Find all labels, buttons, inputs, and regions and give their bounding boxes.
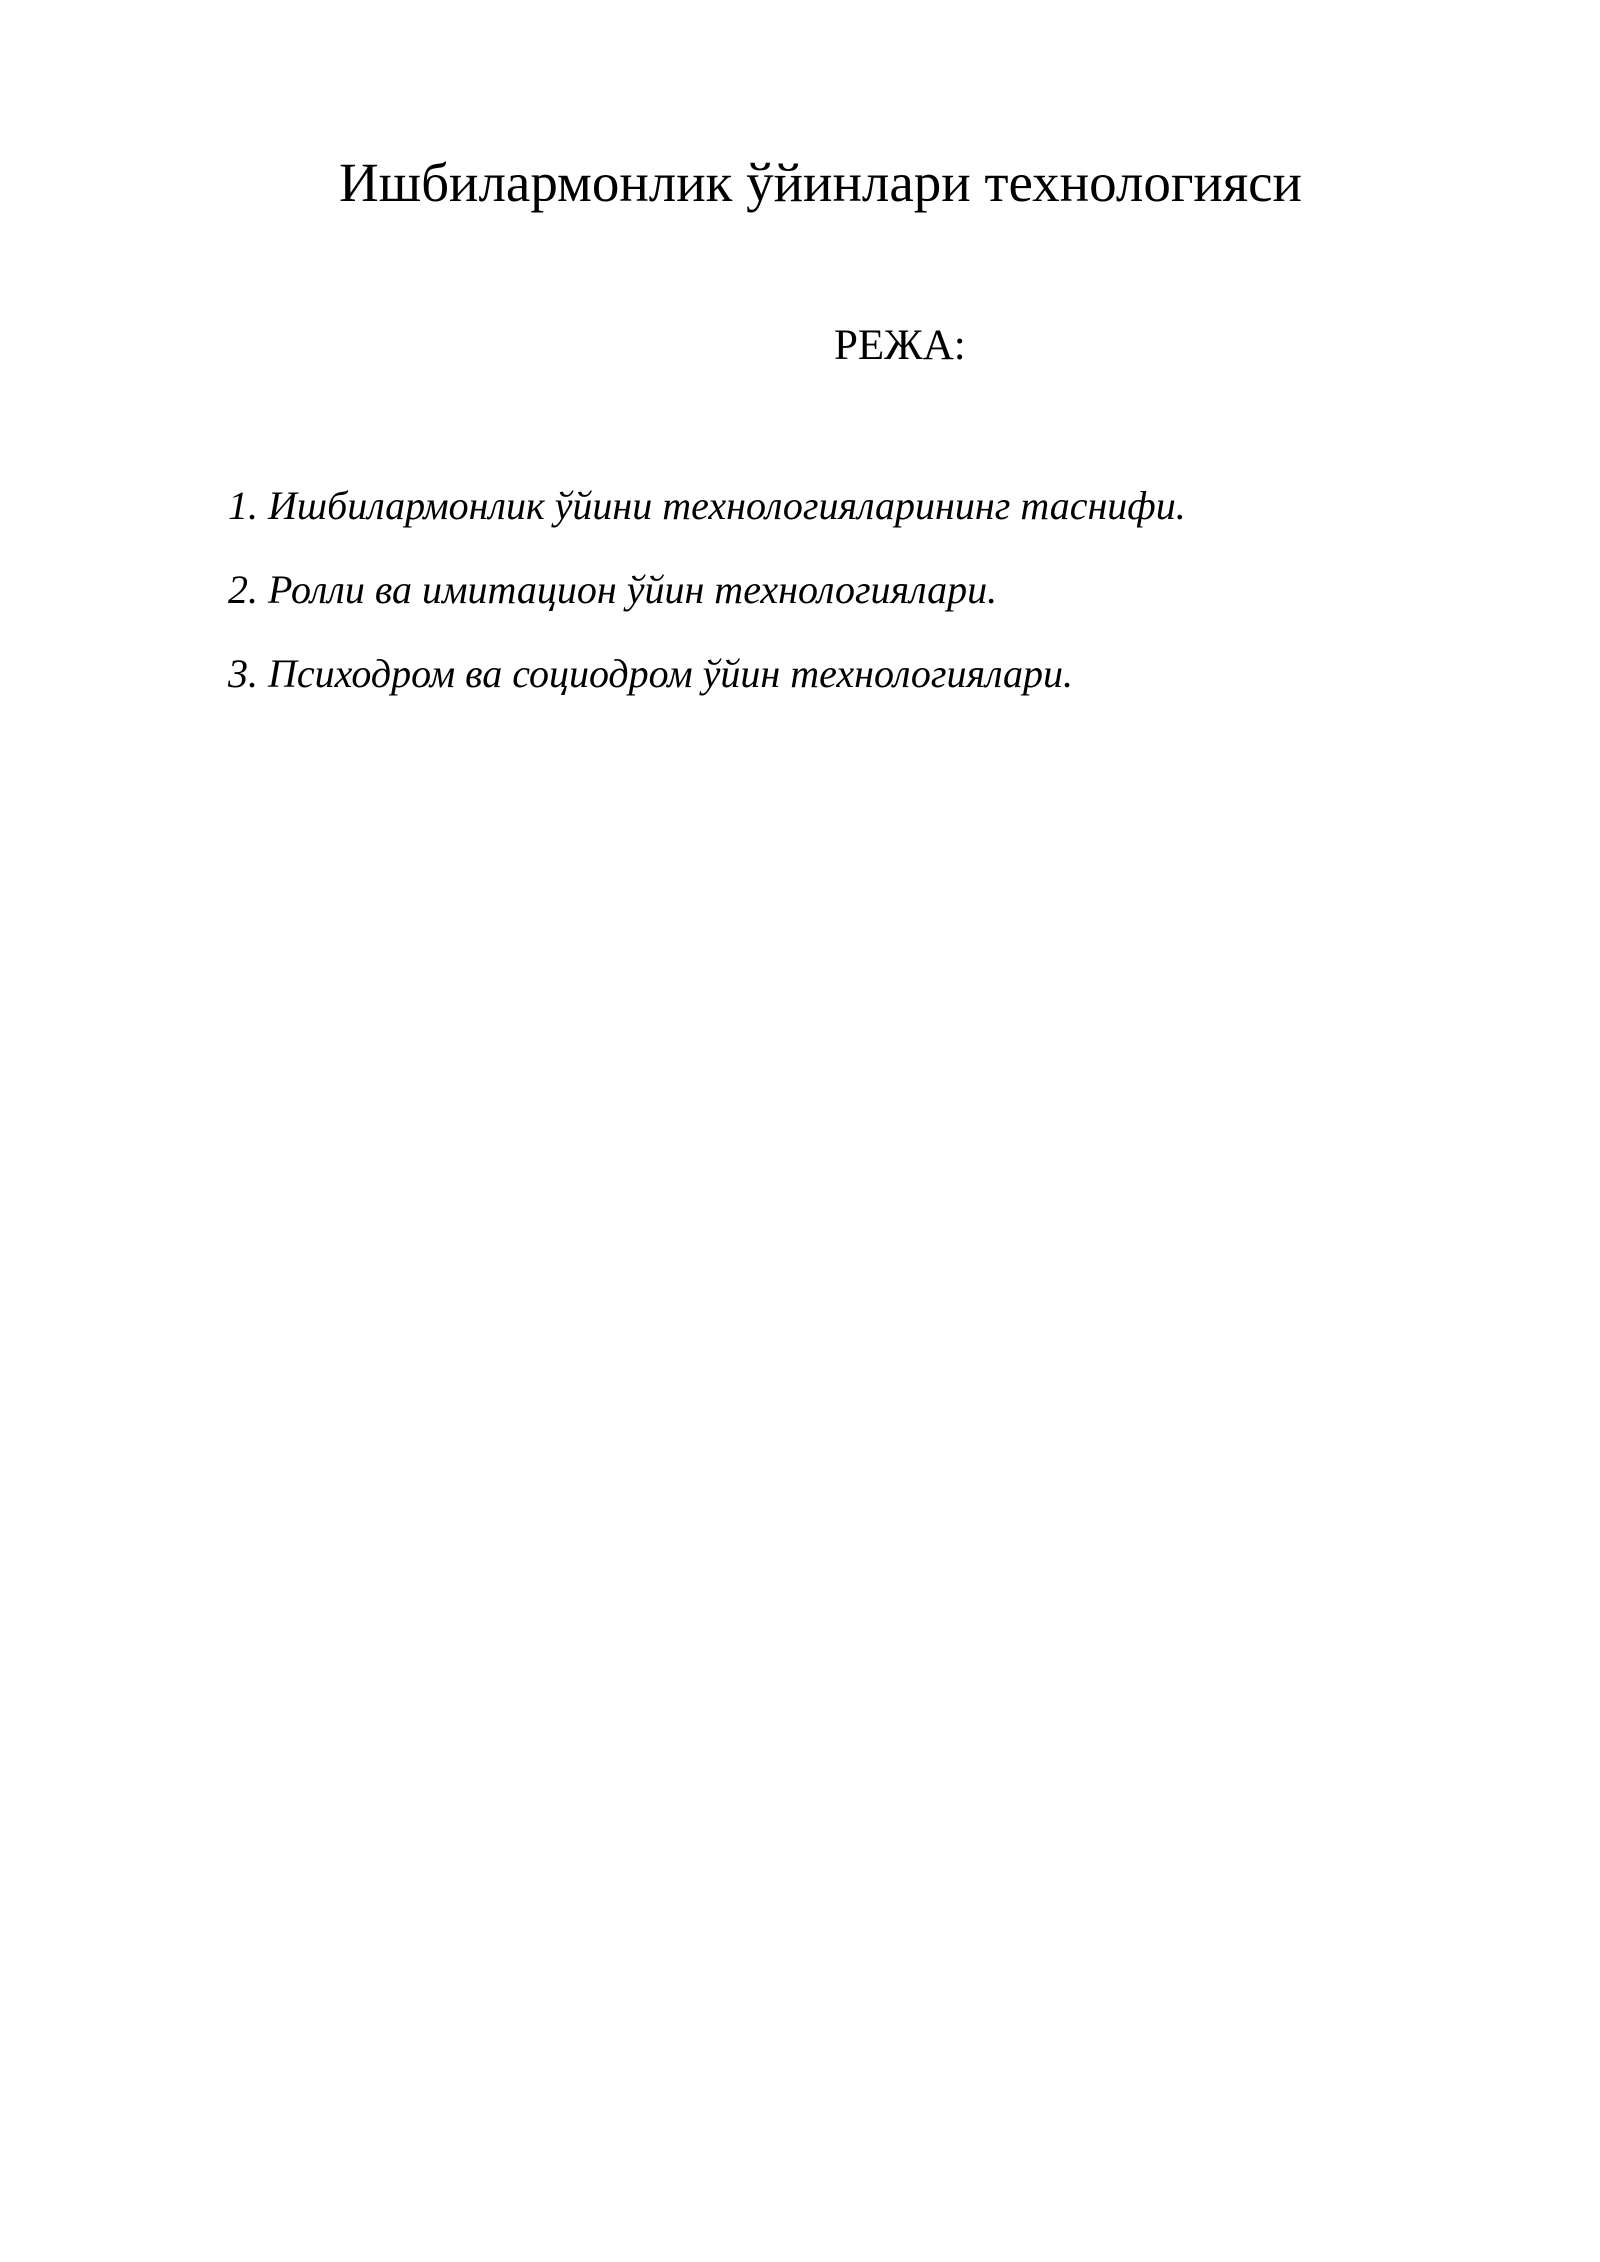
plan-item-1 [228, 482, 1186, 566]
plan-item-2 [228, 566, 1186, 650]
plan-item-text: Ролли ва имитацион ўйин технологиялари. [268, 567, 998, 612]
plan-item-number: 3. [228, 651, 258, 696]
plan-item-3 [228, 650, 1186, 734]
plan-item-text: Психодром ва социодром ўйин технологиялари. [268, 651, 1074, 696]
plan-heading: РЕЖА: [834, 322, 966, 369]
plan-list [228, 482, 1186, 734]
plan-item-number: 2. [228, 567, 258, 612]
plan-item-text: Ишбилармонлик ўйини технологияларининг таснифи. [268, 483, 1186, 528]
plan-item-number: 1. [228, 483, 258, 528]
document-title: Ишбилармонлик ўйинлари технологияси [339, 152, 1302, 213]
